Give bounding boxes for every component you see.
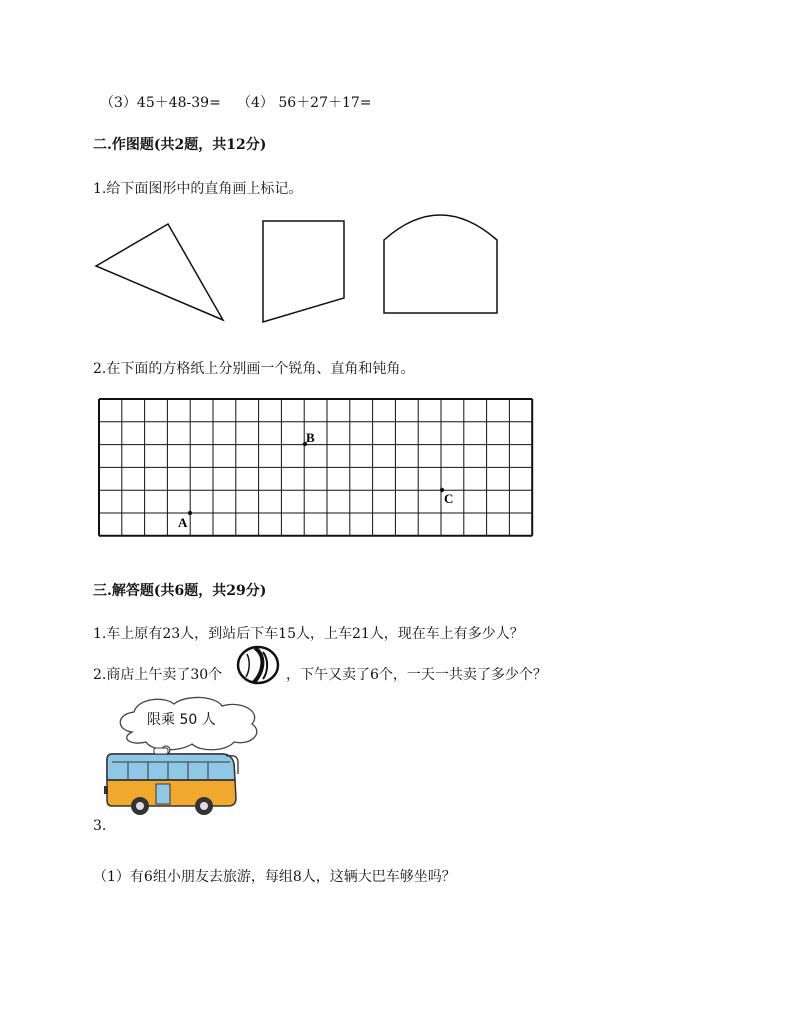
grid-lines [99,399,532,536]
section3-q2-part1: 2.商店上午卖了30个 [93,667,223,683]
arithmetic-q3: （3）45＋48-39= [100,95,221,111]
section3-q3-number: 3. [93,818,107,834]
arithmetic-q4: （4） 56＋27＋17= [237,95,372,111]
point-a-label: A [178,515,188,530]
section3-heading: 三.解答题(共6题，共29分) [93,583,267,599]
section3-q3-sub1: （1）有6组小朋友去旅游，每组8人，这辆大巴车够坐吗？ [93,869,456,885]
cloud-text: 限乘 50 人 [147,712,216,728]
point-b-label: B [306,430,315,445]
section3-q1: 1.车上原有23人，到站后下车15人，上车21人，现在车上有多少人？ [93,626,524,642]
section2-heading: 二.作图题(共2题，共12分) [93,137,267,153]
melon-icon [233,644,283,686]
point-a-dot [188,511,192,515]
section3-q2-part2: ，下午又卖了6个，一天一共卖了多少个？ [286,667,547,683]
point-c-label: C [444,491,454,506]
section2-q1: 1.给下面图形中的直角画上标记。 [93,181,303,197]
bus-icon [104,748,240,820]
section2-q2: 2.在下面的方格纸上分别画一个锐角、直角和钝角。 [93,361,415,377]
